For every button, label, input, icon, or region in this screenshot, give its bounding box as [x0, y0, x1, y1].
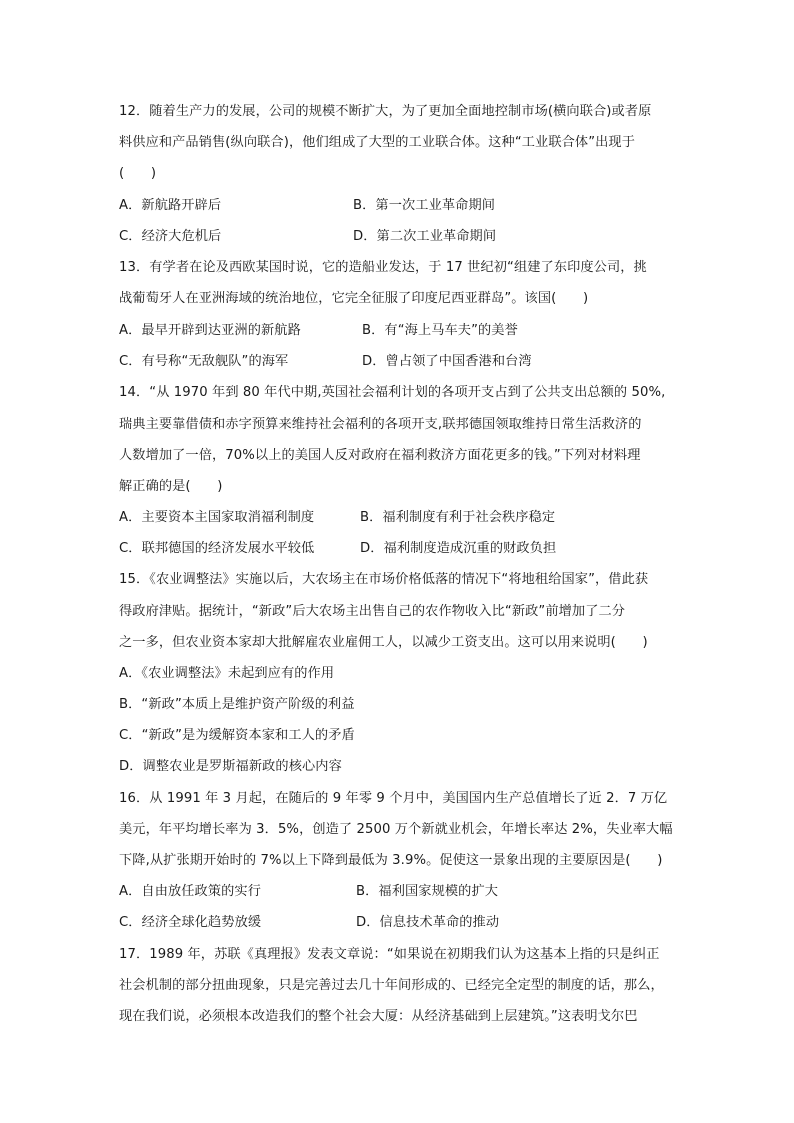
q15-stem-line-3: 之一多，但农业资本家却大批解雇农业雇佣工人，以减少工资支出。这可以用来说明( )	[119, 635, 648, 650]
q15-option-d: D．调整农业是罗斯福新政的核心内容	[119, 759, 342, 774]
q14-option-b: B．福利制度有利于社会秩序稳定	[360, 510, 556, 525]
q13-option-c: C．有号称“无敌舰队”的海军	[119, 354, 289, 369]
q14-stem-line-4: 解正确的是( )	[119, 479, 223, 494]
q16-option-b: B．福利国家规模的扩大	[356, 884, 499, 899]
q14-option-c: C．联邦德国的经济发展水平较低	[119, 541, 315, 556]
q16-stem-line-1: 16．从 1991 年 3 月起，在随后的 9 年零 9 个月中，美国国内生产总值增长了近 2．7 万亿	[119, 791, 668, 806]
q16-option-d: D．信息技术革命的推动	[356, 915, 500, 930]
q14-option-row-1	[119, 509, 556, 527]
q13-option-row-2	[119, 353, 532, 371]
q13-option-a: A．最早开辟到达亚洲的新航路	[119, 323, 301, 338]
q12-stem-line-2: 料供应和产品销售(纵向联合)，他们组成了大型的工业联合体。这种“工业联合体”出现于	[119, 135, 635, 150]
q12-stem-line-1: 12．随着生产力的发展，公司的规模不断扩大，为了更加全面地控制市场(横向联合)或者原	[119, 104, 652, 119]
q14-option-row-2	[119, 540, 557, 558]
q16-option-row-2	[119, 914, 500, 932]
q12-option-b: B．第一次工业革命期间	[353, 198, 496, 213]
q16-stem-line-2: 美元，年平均增长率为 3．5%，创造了 2500 万个新就业机会，年增长率达 2%，失业率大幅	[119, 822, 673, 837]
q13-option-d: D．曾占领了中国香港和台湾	[362, 354, 532, 369]
q16-stem-line-3: 下降,从扩张期开始时的 7%以上下降到最低为 3.9%。促使这一景象出现的主要原因是( )	[119, 853, 663, 868]
q12-option-row-2	[119, 228, 497, 246]
q12-option-a: A．新航路开辟后	[119, 198, 222, 213]
q12-option-row-1	[119, 197, 496, 215]
q13-stem-line-2: 战葡萄牙人在亚洲海域的统治地位，它完全征服了印度尼西亚群岛”。该国( )	[119, 291, 589, 306]
q15-option-c: C．“新政”是为缓解资本家和工人的矛盾	[119, 728, 355, 743]
q15-stem-line-2: 得政府津贴。据统计，“新政”后大农场主出售自己的农作物收入比“新政”前增加了二分	[119, 604, 626, 619]
q14-stem-line-2: 瑞典主要靠借债和赤字预算来维持社会福利的各项开支,联邦德国领取维持日常生活救济的	[119, 417, 642, 432]
q14-stem-line-3: 人数增加了一倍，70%以上的美国人反对政府在福利救济方面花更多的钱。”下列对材料理	[119, 448, 641, 463]
q17-stem-line-1: 17．1989 年，苏联《真理报》发表文章说：“如果说在初期我们认为这基本上指的只是纠正	[119, 947, 660, 962]
q15-option-a: A．《农业调整法》未起到应有的作用	[119, 666, 335, 681]
q12-stem-line-3: ( )	[119, 166, 157, 181]
q12-option-c: C．经济大危机后	[119, 229, 222, 244]
q14-stem-line-1: 14．“从 1970 年到 80 年代中期,英国社会福利计划的各项开支占到了公共支出总额的 50%,	[119, 385, 666, 400]
q12-option-d: D．第二次工业革命期间	[353, 229, 497, 244]
q15-option-b: B．“新政”本质上是维护资产阶级的利益	[119, 697, 355, 712]
q14-option-a: A．主要资本主国家取消福利制度	[119, 510, 315, 525]
q14-option-d: D．福利制度造成沉重的财政负担	[360, 541, 557, 556]
q16-option-a: A．自由放任政策的实行	[119, 884, 261, 899]
q17-stem-line-2: 社会机制的部分扭曲现象，只是完善过去几十年间形成的、已经完全定型的制度的话，那么，	[119, 978, 664, 993]
q13-stem-line-1: 13．有学者在论及西欧某国时说，它的造船业发达，于 17 世纪初“组建了东印度公司，挑	[119, 260, 647, 275]
q13-option-row-1	[119, 322, 518, 340]
q16-option-row-1	[119, 883, 499, 901]
q15-stem-line-1: 15．《农业调整法》实施以后，大农场主在市场价格低落的情况下“将地租给国家”，借此获	[119, 572, 649, 587]
q17-stem-line-3: 现在我们说，必须根本改造我们的整个社会大厦：从经济基础到上层建筑。”这表明戈尔巴	[119, 1009, 638, 1024]
q13-option-b: B．有“海上马车夫”的美誉	[362, 323, 518, 338]
q16-option-c: C．经济全球化趋势放缓	[119, 915, 262, 930]
